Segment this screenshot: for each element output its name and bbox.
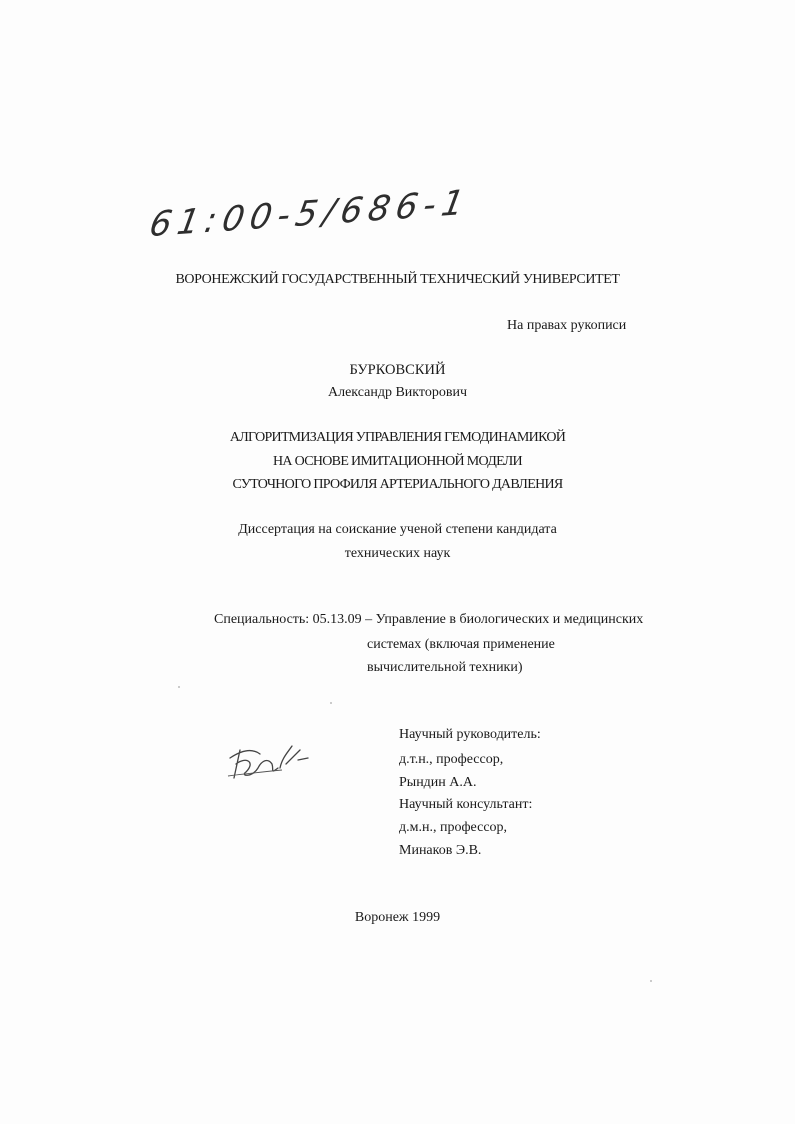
university-name: ВОРОНЕЖСКИЙ ГОСУДАРСТВЕННЫЙ ТЕХНИЧЕСКИЙ УНИВЕРСИТЕТ xyxy=(175,272,620,287)
supervisor-line-4: Научный консультант: xyxy=(399,797,533,812)
signature-image xyxy=(222,728,312,788)
archive-code-handwritten: 61:00-5/686-1 xyxy=(146,182,473,246)
specialty-line-2: системах (включая применение xyxy=(367,637,555,652)
supervisor-line-6: Минаков Э.В. xyxy=(399,843,482,858)
dissertation-line-2: технических наук xyxy=(344,546,451,561)
rights-note: На правах рукописи xyxy=(507,318,627,333)
title-line-2: НА ОСНОВЕ ИМИТАЦИОННОЙ МОДЕЛИ xyxy=(273,454,522,469)
title-line-1: АЛГОРИТМИЗАЦИЯ УПРАВЛЕНИЯ ГЕМОДИНАМИКОЙ xyxy=(229,430,566,445)
scan-speck xyxy=(650,980,652,982)
dissertation-line-1: Диссертация на соискание ученой степени кандидата xyxy=(238,522,557,537)
specialty-line-1: Специальность: 05.13.09 – Управление в биологических и медицинских xyxy=(214,612,644,627)
author-surname: БУРКОВСКИЙ xyxy=(349,362,446,378)
supervisor-line-3: Рындин А.А. xyxy=(399,775,477,790)
city-year: Воронеж 1999 xyxy=(354,910,441,925)
supervisor-line-2: д.т.н., профессор, xyxy=(399,752,504,767)
author-given-name: Александр Викторович xyxy=(327,385,467,400)
supervisor-line-5: д.м.н., профессор, xyxy=(399,820,508,835)
specialty-line-3: вычислительной техники) xyxy=(367,660,523,675)
title-line-3: СУТОЧНОГО ПРОФИЛЯ АРТЕРИАЛЬНОГО ДАВЛЕНИЯ xyxy=(232,477,563,492)
scan-speck xyxy=(178,686,180,688)
scan-speck xyxy=(330,702,332,704)
supervisor-line-1: Научный руководитель: xyxy=(399,727,541,742)
